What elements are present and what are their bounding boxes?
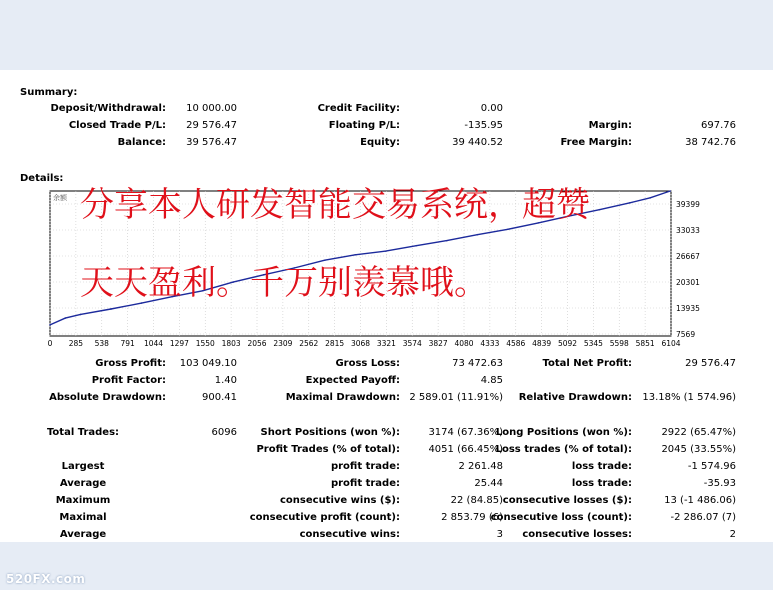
stat-value: 10 000.00: [186, 103, 237, 114]
stat-label: Maximum: [55, 495, 111, 506]
overlay-text-line1: 分享本人研发智能交易系统，超赞: [80, 185, 590, 225]
y-tick-label: 13935: [676, 304, 700, 313]
stat-label: profit trade:: [330, 461, 400, 472]
x-tick-label: 1297: [169, 339, 189, 348]
stat-value: 13 (-1 486.06): [664, 495, 736, 506]
stat-label: Average: [59, 529, 107, 540]
x-tick-label: 4586: [506, 339, 526, 348]
x-tick-label: 4839: [532, 339, 552, 348]
stat-label: Profit Factor:: [91, 375, 166, 386]
balance-point: [446, 240, 448, 242]
stat-label: consecutive losses:: [522, 529, 632, 540]
stat-value: 2 853.79 (6): [441, 512, 503, 523]
stat-label: Gross Loss:: [335, 358, 400, 369]
stat-label: Free Margin:: [560, 137, 632, 148]
stat-value: 2 261.48: [458, 461, 503, 472]
stat-label: Equity:: [360, 137, 400, 148]
stat-label: Relative Drawdown:: [518, 392, 632, 403]
y-tick-label: 33033: [676, 226, 700, 235]
stat-label: consecutive wins ($):: [279, 495, 400, 506]
stat-value: 39 576.47: [186, 137, 237, 148]
bottom-band: [0, 542, 773, 590]
stat-value: 22 (84.85): [450, 495, 503, 506]
stat-value: 2: [729, 529, 736, 540]
stat-value: 1.40: [214, 375, 237, 386]
stat-label: Loss trades (% of total):: [495, 444, 632, 455]
x-tick-label: 285: [68, 339, 84, 348]
stat-label: Maximal: [59, 512, 107, 523]
summary-title: Summary:: [20, 87, 78, 98]
y-tick-label: 20301: [676, 278, 700, 287]
stat-value: 25.44: [474, 478, 503, 489]
balance-point: [415, 245, 417, 247]
balance-point: [80, 314, 82, 316]
x-tick-label: 5851: [635, 339, 655, 348]
stat-label: Total Net Profit:: [542, 358, 632, 369]
x-tick-label: 5345: [583, 339, 603, 348]
stat-value: 0.00: [480, 103, 503, 114]
stat-label: Deposit/Withdrawal:: [50, 103, 166, 114]
chart-corner-label: 余额: [53, 194, 67, 202]
balance-point: [599, 209, 601, 211]
stat-value: 900.41: [202, 392, 237, 403]
balance-point: [669, 190, 671, 192]
x-tick-label: 4080: [454, 339, 474, 348]
balance-point: [476, 234, 478, 236]
stat-label: Closed Trade P/L:: [68, 120, 166, 131]
stat-value: 2 589.01 (11.91%): [409, 392, 503, 403]
x-tick-label: 1550: [195, 339, 215, 348]
stat-value: -1 574.96: [687, 461, 736, 472]
y-tick-label: 26667: [676, 252, 700, 261]
x-tick-label: 2562: [299, 339, 319, 348]
stat-label: Margin:: [588, 120, 632, 131]
stat-label: Expected Payoff:: [305, 375, 400, 386]
stat-label: profit trade:: [330, 478, 400, 489]
x-tick-label: 791: [120, 339, 135, 348]
x-tick-label: 3321: [376, 339, 396, 348]
stat-value: 4051 (66.45%): [428, 444, 503, 455]
stat-label: Maximal Drawdown:: [285, 392, 400, 403]
y-tick-label: 39399: [676, 200, 700, 209]
x-tick-label: 1044: [143, 339, 164, 348]
x-tick-label: 6104: [661, 339, 681, 348]
stat-value: 29 576.47: [685, 358, 736, 369]
x-tick-label: 538: [94, 339, 109, 348]
stat-value: 29 576.47: [186, 120, 237, 131]
stat-value: 2045 (33.55%): [661, 444, 736, 455]
stat-label: Gross Profit:: [95, 358, 166, 369]
stat-label: loss trade:: [571, 478, 632, 489]
x-tick-label: 3827: [428, 339, 448, 348]
details-title: Details:: [20, 173, 64, 184]
stat-value: 73 472.63: [452, 358, 503, 369]
stat-label: consecutive losses ($):: [502, 495, 632, 506]
stat-value: -135.95: [464, 120, 503, 131]
x-tick-label: 3068: [350, 339, 371, 348]
stat-label: Average: [59, 478, 107, 489]
stat-value: 38 742.76: [685, 137, 736, 148]
balance-point: [649, 197, 651, 199]
stat-label: Floating P/L:: [328, 120, 400, 131]
stat-label: loss trade:: [571, 461, 632, 472]
stat-value: -35.93: [703, 478, 736, 489]
x-tick-label: 5598: [609, 339, 629, 348]
overlay-text-line2: 天天盈利。千万别羡慕哦。: [80, 263, 488, 303]
stat-label: Long Positions (won %):: [495, 427, 632, 438]
stat-value: 39 440.52: [452, 137, 503, 148]
stat-label: consecutive profit (count):: [249, 512, 400, 523]
stat-value: 697.76: [701, 120, 736, 131]
stat-value: -2 286.07 (7): [670, 512, 736, 523]
stat-value: 6096: [211, 427, 237, 438]
site-watermark: 520FX.com: [6, 572, 86, 586]
balance-point: [385, 250, 387, 252]
stat-label: Profit Trades (% of total):: [256, 444, 400, 455]
stat-value: 3174 (67.36%): [428, 427, 503, 438]
x-tick-label: 5092: [557, 339, 578, 348]
stat-value: 3: [496, 529, 503, 540]
stat-label: Balance:: [117, 137, 166, 148]
x-tick-label: 2309: [273, 339, 293, 348]
y-tick-label: 7569: [676, 330, 696, 339]
balance-point: [64, 317, 66, 319]
stat-label: Short Positions (won %):: [260, 427, 400, 438]
stat-label: Largest: [61, 461, 105, 472]
stat-label: Absolute Drawdown:: [49, 392, 166, 403]
stat-value: 13.18% (1 574.96): [642, 392, 736, 403]
balance-point: [507, 228, 509, 230]
x-tick-label: 1803: [221, 339, 241, 348]
stat-label: Total Trades:: [46, 427, 120, 438]
balance-point: [110, 308, 112, 310]
x-tick-label: 0: [47, 339, 53, 348]
x-tick-label: 2815: [325, 339, 345, 348]
stat-label: consecutive wins:: [299, 529, 400, 540]
x-tick-label: 2056: [247, 339, 267, 348]
stat-value: 4.85: [480, 375, 503, 386]
balance-point: [629, 202, 631, 204]
stat-label: consecutive loss (count):: [490, 512, 632, 523]
balance-point: [49, 324, 51, 326]
x-tick-label: 3574: [402, 339, 422, 348]
stat-label: Credit Facility:: [317, 103, 400, 114]
x-tick-label: 4333: [480, 339, 500, 348]
stat-value: 2922 (65.47%): [661, 427, 736, 438]
stat-value: 103 049.10: [179, 358, 237, 369]
